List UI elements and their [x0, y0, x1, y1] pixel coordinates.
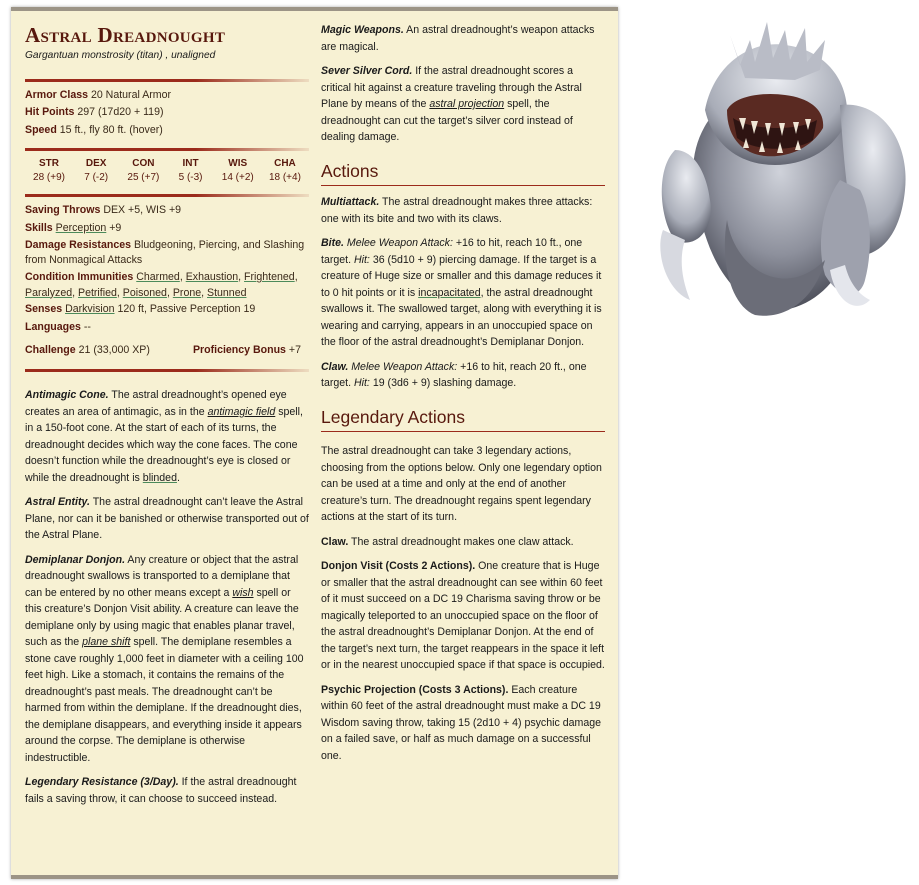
- wish-link[interactable]: wish: [232, 586, 254, 599]
- senses: Senses Darkvision 120 ft, Passive Perception 19: [25, 303, 256, 315]
- section-rule: [321, 185, 605, 187]
- armor-class: Armor Class 20 Natural Armor: [25, 88, 172, 101]
- proficiency-bonus: Proficiency Bonus +7: [192, 344, 301, 356]
- saving-throws: Saving Throws DEX +5, WIS +9: [25, 204, 182, 216]
- damage-resistances: Damage Resistances Bludgeoning, Piercing, and Slashing from Nonmagical Attacks: [25, 239, 305, 266]
- left-column: [25, 11, 309, 815]
- ability-str: STR 28 (+9): [33, 158, 65, 183]
- action-multiattack: Multiattack. The astral dreadnought makes three attacks: one with its bite and two with its claws.: [321, 196, 593, 225]
- languages: Languages --: [25, 320, 91, 333]
- legendary-actions-heading: Legendary Actions: [321, 406, 465, 427]
- action-bite: Bite. Melee Weapon Attack: +16 to hit, reach 10 ft., one target. Hit: 36 (5d10 + 9) piercing damage. If the target is a creature of Huge size or smaller and this damage reduces it to 0 hit points or it is incapacitated, the astral dreadnought swallows it. The swallowed target, along with everything it is wearing and carrying, appears in an unoccupied space on the floor of the astral dreadnought’s Demiplanar Donjon.: [321, 237, 602, 348]
- legendary-donjon-visit: Donjon Visit (Costs 2 Actions). One creature that is Huge or smaller that the astral dreadnought can see within 60 feet of it must succeed on a DC 19 Charisma saving throw or be magically teleported to an unoccupied space on the floor of the astral dreadnought’s Demiplanar Donjon. At the end of the target’s next turn, the target reappears in the space it left or in the nearest unoccupied space if that space is occupied.: [321, 560, 605, 671]
- legendary-psychic-projection: Psychic Projection (Costs 3 Actions). Each creature within 60 feet of the astral dreadnought must make a DC 19 Wisdom saving throw, taking 15 (2d10 + 4) psychic damage on a failed save, or half as much damage on a successful one.: [321, 683, 601, 762]
- condition-link[interactable]: Frightened: [244, 271, 295, 283]
- ability-wis: WIS 14 (+2): [221, 158, 254, 183]
- condition-link[interactable]: Charmed: [136, 271, 180, 283]
- condition-link[interactable]: Poisoned: [122, 286, 167, 299]
- monster-type: Gargantuan monstrosity (titan) , unaligned: [25, 50, 216, 61]
- trait-demiplanar-donjon: Demiplanar Donjon. Any creature or object that the astral dreadnought swallows is transported to a demiplane that can be entered by no other means except a wish spell or this creature’s Donjon Visit ability. A creature can leave the demiplane only by using magic that enables planar travel, such as the plane shift spell. The demiplane resembles a stone cave roughly 1,000 feet in diameter with a ceiling 100 feet high. Like a stomach, it contains the remains of the dreadnought’s past meals. The dreadnought can’t be harmed from within the demiplane. If the dreadnought dies, the demiplane disappears, and everything inside it appears around the corpse. The demiplane is otherwise indestructible.: [25, 553, 304, 764]
- ability-con: CON 25 (+7): [127, 158, 160, 183]
- condition-link[interactable]: Petrified: [78, 286, 117, 299]
- legendary-claw: Claw. The astral dreadnought makes one claw attack.: [321, 535, 574, 548]
- monster-name: Astral Dreadnought: [25, 23, 226, 47]
- ability-cha: CHA 18 (+4): [268, 158, 301, 183]
- antimagic-field-link[interactable]: antimagic field: [207, 405, 276, 418]
- condition-link[interactable]: Paralyzed: [25, 286, 73, 299]
- trait-sever-silver-cord: Sever Silver Cord. If the astral dreadnought scores a critical hit against a creature traveling through the Astral Plane by means of the astral projection spell, the dreadnought can cut the target’s silver cord instead of dealing damage.: [321, 65, 582, 143]
- challenge: Challenge 21 (33,000 XP): [25, 344, 150, 356]
- stat-block: [11, 7, 618, 879]
- condition-link[interactable]: Prone: [172, 286, 202, 299]
- blinded-link[interactable]: blinded: [142, 471, 177, 484]
- trait-magic-weapons: Magic Weapons. An astral dreadnought’s weapon attacks are magical.: [321, 24, 595, 53]
- challenge-row: [25, 342, 309, 359]
- actions-heading: Actions: [321, 160, 379, 181]
- trait-antimagic-cone: Antimagic Cone. The astral dreadnought’s opened eye creates an area of antimagic, as in the antimagic field spell, in a 150-foot cone. At the start of each of its turns, the dreadnought decides which way the cone faces. The cone doesn’t function while the dreadnought’s eye is closed or while the dreadnought is blinded.: [25, 389, 303, 484]
- trait-astral-entity: Astral Entity. The astral dreadnought can’t leave the Astral Plane, nor can it be banished or otherwise transported out of the Astral Plane.: [25, 496, 309, 541]
- hit-points: Hit Points 297 (17d20 + 119): [25, 106, 164, 118]
- legendary-intro: The astral dreadnought can take 3 legendary actions, choosing from the options below. Only one legendary option can be used at a time and only at the end of another creature’s turn. The dreadnought regains spent legendary actions at the start of its turn.: [321, 445, 602, 523]
- condition-link[interactable]: Exhaustion: [185, 271, 239, 283]
- perception-link[interactable]: Perception: [55, 221, 107, 234]
- ability-int: INT 5 (-3): [178, 158, 203, 183]
- skills: Skills Perception +9: [25, 221, 122, 234]
- speed: Speed 15 ft., fly 80 ft. (hover): [25, 123, 163, 136]
- incapacitated-link[interactable]: incapacitated: [418, 286, 481, 299]
- ability-dex: DEX 7 (-2): [84, 158, 109, 183]
- monster-illustration-icon: [635, 0, 919, 340]
- trait-legendary-resistance: Legendary Resistance (3/Day). If the astral dreadnought fails a saving throw, it can choose to succeed instead.: [25, 776, 297, 805]
- condition-link[interactable]: Stunned: [207, 286, 247, 299]
- action-claw: Claw. Melee Weapon Attack: +16 to hit, reach 20 ft., one target. Hit: 19 (3d6 + 9) slashing damage.: [321, 360, 587, 389]
- condition-immunities: Condition Immunities Charmed, Exhaustion, Frightened, Paralyzed, Petrified, Poisoned, Prone, Stunned: [25, 271, 298, 299]
- ability-scores: [25, 156, 309, 185]
- darkvision-link[interactable]: Darkvision: [65, 303, 115, 315]
- section-rule: [321, 431, 605, 433]
- right-column: [321, 22, 605, 772]
- astral-projection-link[interactable]: astral projection: [429, 98, 505, 110]
- plane-shift-link[interactable]: plane shift: [82, 636, 131, 648]
